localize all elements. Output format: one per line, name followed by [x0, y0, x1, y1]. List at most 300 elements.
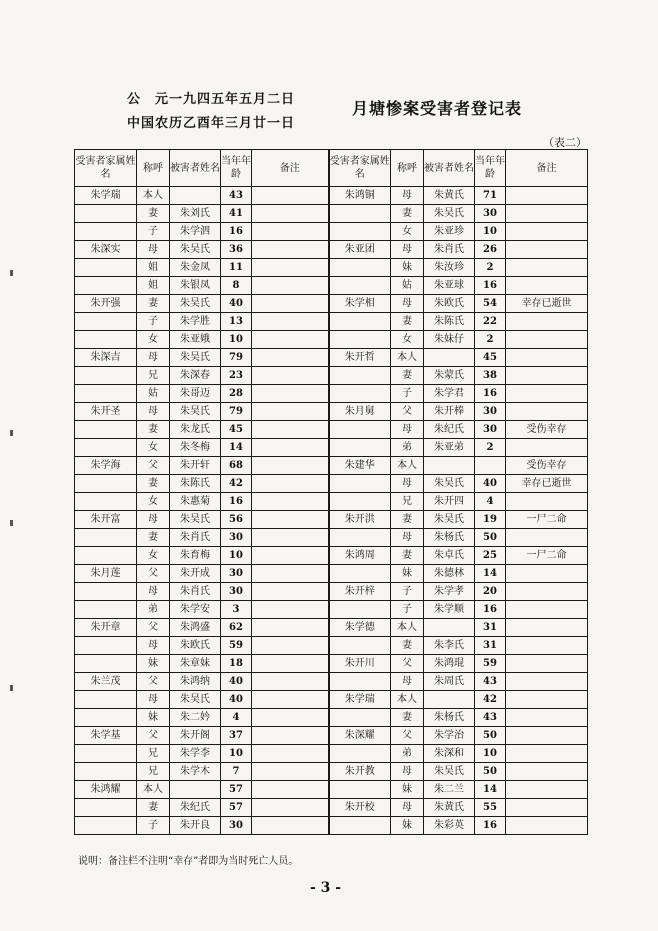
table-cell: 56 [221, 511, 252, 529]
table-cell [75, 205, 137, 223]
table-cell: 子 [137, 223, 170, 241]
table-cell [506, 709, 588, 727]
table-cell: 2 [475, 331, 506, 349]
table-row [75, 727, 588, 745]
table-cell: 朱开教 [329, 763, 391, 781]
column-header: 当年年龄 [221, 150, 252, 187]
table-cell [329, 673, 391, 691]
document-title: 月塘惨案受害者登记表 [352, 99, 523, 118]
table-cell: 26 [475, 241, 506, 259]
table-cell: 兄 [137, 763, 170, 781]
table-cell: 姑 [391, 277, 424, 295]
table-cell: 母 [391, 529, 424, 547]
table-cell [252, 475, 329, 493]
table-cell [506, 205, 588, 223]
table-cell [329, 385, 391, 403]
table-cell: 女 [137, 547, 170, 565]
table-cell: 朱鸿铜 [329, 187, 391, 205]
table-row [75, 619, 588, 637]
table-cell [252, 619, 329, 637]
table-cell: 朱吴氏 [424, 475, 475, 493]
table-row [75, 493, 588, 511]
table-cell: 朱开棒 [424, 403, 475, 421]
table-cell: 女 [391, 331, 424, 349]
table-cell: 妻 [137, 799, 170, 817]
table-cell: 16 [475, 277, 506, 295]
table-cell [252, 421, 329, 439]
table-row [75, 313, 588, 331]
table-cell [170, 781, 221, 799]
table-cell [252, 637, 329, 655]
table-cell [252, 745, 329, 763]
table-cell: 43 [475, 673, 506, 691]
table-cell [506, 691, 588, 709]
table-cell [252, 529, 329, 547]
table-cell [75, 709, 137, 727]
table-row [75, 799, 588, 817]
table-cell: 朱深实 [75, 241, 137, 259]
table-cell [329, 745, 391, 763]
table-cell: 妻 [391, 709, 424, 727]
table-cell: 朱学木 [170, 763, 221, 781]
table-row [75, 205, 588, 223]
table-cell: 女 [137, 439, 170, 457]
table-cell: 母 [137, 637, 170, 655]
table-cell: 母 [391, 421, 424, 439]
table-cell [252, 331, 329, 349]
column-header: 称呼 [137, 150, 170, 187]
table-row [75, 601, 588, 619]
table-cell: 朱月舅 [329, 403, 391, 421]
table-cell: 79 [221, 349, 252, 367]
table-row [75, 781, 588, 799]
table-cell [329, 529, 391, 547]
table-cell [75, 475, 137, 493]
table-row [75, 547, 588, 565]
table-cell: 朱兰茂 [75, 673, 137, 691]
table-cell: 16 [221, 493, 252, 511]
table-cell [252, 259, 329, 277]
table-cell: 母 [391, 295, 424, 313]
table-cell: 妻 [391, 547, 424, 565]
table-cell [506, 727, 588, 745]
table-cell: 13 [221, 313, 252, 331]
table-cell: 母 [137, 691, 170, 709]
table-row [75, 439, 588, 457]
table-cell: 朱开校 [329, 799, 391, 817]
table-cell [252, 601, 329, 619]
table-cell: 16 [475, 385, 506, 403]
table-cell: 幸存已逝世 [506, 295, 588, 313]
table-cell: 本人 [391, 349, 424, 367]
table-cell [252, 223, 329, 241]
table-cell: 妹 [137, 655, 170, 673]
table-cell: 朱亚弟 [424, 439, 475, 457]
date-gregorian: 公 元一九四五年五月二日 [127, 92, 296, 107]
table-cell: 朱开富 [75, 511, 137, 529]
table-cell: 子 [391, 583, 424, 601]
table-cell: 朱开阁 [170, 727, 221, 745]
table-cell: 59 [221, 637, 252, 655]
table-cell [252, 673, 329, 691]
table-cell: 朱开成 [170, 565, 221, 583]
table-cell: 71 [475, 187, 506, 205]
table-cell: 朱二兰 [424, 781, 475, 799]
table-cell: 子 [137, 313, 170, 331]
table-cell [252, 403, 329, 421]
table-cell [329, 475, 391, 493]
table-row [75, 457, 588, 475]
table-cell: 40 [475, 475, 506, 493]
table-cell [75, 637, 137, 655]
table-cell: 朱学基 [75, 727, 137, 745]
table-cell: 朱开圣 [75, 403, 137, 421]
table-cell: 朱鸿周 [329, 547, 391, 565]
table-cell: 朱陈氏 [170, 475, 221, 493]
table-cell [252, 385, 329, 403]
table-row [75, 637, 588, 655]
table-cell: 女 [137, 493, 170, 511]
table-cell [329, 205, 391, 223]
table-row [75, 421, 588, 439]
table-cell [75, 547, 137, 565]
table-cell [506, 403, 588, 421]
table-cell [329, 781, 391, 799]
table-cell: 女 [391, 223, 424, 241]
table-cell: 朱妹仔 [424, 331, 475, 349]
table-cell: 朱深吉 [75, 349, 137, 367]
table-cell: 姐 [137, 259, 170, 277]
table-cell [252, 277, 329, 295]
table-cell: 朱彩英 [424, 817, 475, 835]
table-cell [506, 673, 588, 691]
table-cell: 妻 [391, 205, 424, 223]
table-cell: 8 [221, 277, 252, 295]
victim-register-table [74, 149, 588, 835]
table-cell: 妹 [391, 565, 424, 583]
table-cell: 30 [221, 583, 252, 601]
table-cell: 18 [221, 655, 252, 673]
table-cell [252, 727, 329, 745]
table-cell [252, 799, 329, 817]
table-cell: 朱鸿盛 [170, 619, 221, 637]
table-cell: 妻 [391, 511, 424, 529]
table-row [75, 475, 588, 493]
table-row [75, 511, 588, 529]
table-cell: 68 [221, 457, 252, 475]
table-row [75, 763, 588, 781]
table-cell [506, 781, 588, 799]
table-cell [475, 457, 506, 475]
table-cell [75, 583, 137, 601]
table-cell: 朱金凤 [170, 259, 221, 277]
table-cell: 30 [475, 205, 506, 223]
table-cell: 妻 [391, 313, 424, 331]
table-cell [329, 493, 391, 511]
table-cell: 子 [137, 817, 170, 835]
table-cell: 朱亚团 [329, 241, 391, 259]
table-cell: 57 [221, 799, 252, 817]
table-cell: 4 [475, 493, 506, 511]
scan-edge-mark [10, 270, 13, 276]
table-cell: 37 [221, 727, 252, 745]
table-cell: 妻 [391, 367, 424, 385]
table-cell [252, 241, 329, 259]
table-cell: 母 [137, 583, 170, 601]
table-cell: 母 [391, 799, 424, 817]
table-cell: 父 [391, 403, 424, 421]
table-cell: 朱二妗 [170, 709, 221, 727]
table-row [75, 655, 588, 673]
table-cell: 母 [391, 763, 424, 781]
table-cell [506, 313, 588, 331]
table-cell: 父 [137, 727, 170, 745]
table-cell: 30 [475, 403, 506, 421]
table-cell [252, 709, 329, 727]
table-cell [506, 745, 588, 763]
table-cell: 62 [221, 619, 252, 637]
table-cell: 3 [221, 601, 252, 619]
table-cell [506, 349, 588, 367]
table-cell: 弟 [137, 601, 170, 619]
table-cell [75, 223, 137, 241]
table-cell [252, 313, 329, 331]
table-cell: 父 [137, 619, 170, 637]
table-cell: 50 [475, 727, 506, 745]
scan-edge-mark [10, 685, 13, 691]
table-cell: 母 [137, 511, 170, 529]
column-header: 被害者姓名 [170, 150, 221, 187]
table-cell [329, 565, 391, 583]
table-cell: 朱陈氏 [424, 313, 475, 331]
table-cell: 2 [475, 259, 506, 277]
table-cell [424, 349, 475, 367]
table-row [75, 673, 588, 691]
table-cell: 妻 [137, 529, 170, 547]
table-cell: 朱学瑞 [329, 691, 391, 709]
table-row [75, 817, 588, 835]
table-cell [75, 367, 137, 385]
table-cell: 16 [475, 601, 506, 619]
table-cell: 14 [475, 781, 506, 799]
table-cell [506, 763, 588, 781]
table-cell: 朱吴氏 [170, 295, 221, 313]
table-row [75, 349, 588, 367]
table-cell [252, 295, 329, 313]
table-cell: 朱纪氏 [424, 421, 475, 439]
table-cell: 朱黄氏 [424, 799, 475, 817]
table-cell: 38 [475, 367, 506, 385]
table-cell [75, 799, 137, 817]
table-cell [506, 187, 588, 205]
table-row [75, 223, 588, 241]
table-cell [506, 493, 588, 511]
table-cell: 朱亚珍 [424, 223, 475, 241]
table-cell [506, 439, 588, 457]
table-cell: 朱开良 [170, 817, 221, 835]
table-cell: 朱深和 [424, 745, 475, 763]
table-cell: 54 [475, 295, 506, 313]
table-cell: 朱开轩 [170, 457, 221, 475]
table-cell [75, 331, 137, 349]
table-cell: 本人 [391, 691, 424, 709]
table-cell [252, 367, 329, 385]
table-cell: 50 [475, 763, 506, 781]
table-cell [506, 637, 588, 655]
table-cell: 79 [221, 403, 252, 421]
table-cell: 朱吴氏 [170, 349, 221, 367]
table-cell: 朱学海 [75, 457, 137, 475]
table-cell: 朱吴氏 [424, 511, 475, 529]
table-cell [506, 619, 588, 637]
table-cell [252, 817, 329, 835]
table-cell: 朱银凤 [170, 277, 221, 295]
table-cell: 朱开川 [329, 655, 391, 673]
table-cell: 兄 [391, 493, 424, 511]
table-cell: 11 [221, 259, 252, 277]
table-cell: 朱开梓 [329, 583, 391, 601]
table-cell: 一尸二命 [506, 511, 588, 529]
column-header: 受害者家属姓名 [75, 150, 137, 187]
table-cell: 14 [475, 565, 506, 583]
table-cell [252, 583, 329, 601]
table-cell: 30 [475, 421, 506, 439]
table-cell: 母 [391, 187, 424, 205]
table-cell: 朱吴氏 [170, 241, 221, 259]
table-cell: 朱学安 [170, 601, 221, 619]
table-number: （表二） [543, 136, 587, 149]
table-cell: 母 [391, 241, 424, 259]
table-cell: 朱汝珍 [424, 259, 475, 277]
table-cell [75, 529, 137, 547]
table-cell: 20 [475, 583, 506, 601]
table-cell [506, 583, 588, 601]
table-cell: 10 [221, 331, 252, 349]
table-cell: 42 [475, 691, 506, 709]
table-cell: 4 [221, 709, 252, 727]
table-row [75, 295, 588, 313]
table-cell: 妻 [137, 295, 170, 313]
table-cell: 女 [137, 331, 170, 349]
table-cell: 朱学孝 [424, 583, 475, 601]
table-cell: 妹 [137, 709, 170, 727]
table-cell: 朱吴氏 [424, 763, 475, 781]
table-cell: 30 [221, 817, 252, 835]
table-cell: 妹 [391, 781, 424, 799]
table-cell [506, 223, 588, 241]
table-cell: 朱学胜 [170, 313, 221, 331]
table-cell: 朱卓氏 [424, 547, 475, 565]
table-cell: 10 [221, 547, 252, 565]
table-cell: 40 [221, 673, 252, 691]
table-cell: 朱学瑞 [75, 187, 137, 205]
table-cell: 50 [475, 529, 506, 547]
table-cell: 朱吴氏 [170, 403, 221, 421]
table-cell [252, 439, 329, 457]
column-header: 当年年龄 [475, 150, 506, 187]
footnote: 说明：备注栏不注明“幸存”者即为当时死亡人员。 [78, 856, 299, 867]
table-cell: 55 [475, 799, 506, 817]
table-cell: 36 [221, 241, 252, 259]
table-cell [75, 259, 137, 277]
table-cell [252, 457, 329, 475]
table-cell: 59 [475, 655, 506, 673]
table-cell: 45 [475, 349, 506, 367]
table-cell: 朱学顺 [424, 601, 475, 619]
table-cell: 朱学相 [329, 295, 391, 313]
table-cell: 43 [221, 187, 252, 205]
table-row [75, 241, 588, 259]
table-cell [506, 259, 588, 277]
table-cell: 朱深春 [170, 367, 221, 385]
table-cell: 妻 [137, 475, 170, 493]
table-cell: 朱亚球 [424, 277, 475, 295]
table-cell: 朱周氏 [424, 673, 475, 691]
table-cell [75, 655, 137, 673]
table-row [75, 331, 588, 349]
table-cell: 朱刘氏 [170, 205, 221, 223]
table-cell: 31 [475, 619, 506, 637]
table-cell: 23 [221, 367, 252, 385]
table-cell [252, 493, 329, 511]
column-header: 受害者家属姓名 [329, 150, 391, 187]
table-cell: 父 [137, 565, 170, 583]
table-cell: 本人 [137, 187, 170, 205]
table-cell: 朱月莲 [75, 565, 137, 583]
table-cell: 朱吴氏 [170, 691, 221, 709]
scan-edge-mark [10, 520, 13, 526]
table-cell: 10 [475, 745, 506, 763]
table-cell [329, 313, 391, 331]
table-cell: 朱纪氏 [170, 799, 221, 817]
table-cell [506, 331, 588, 349]
table-cell: 10 [475, 223, 506, 241]
table-cell: 40 [221, 691, 252, 709]
table-row [75, 367, 588, 385]
table-cell: 受伤幸存 [506, 421, 588, 439]
table-cell [329, 817, 391, 835]
table-cell: 弟 [391, 439, 424, 457]
table-cell: 兄 [137, 367, 170, 385]
table-cell [329, 637, 391, 655]
table-cell: 朱开洪 [329, 511, 391, 529]
table-cell [252, 205, 329, 223]
table-cell [506, 367, 588, 385]
table-cell: 40 [221, 295, 252, 313]
table-row [75, 259, 588, 277]
table-cell [329, 709, 391, 727]
table-cell: 28 [221, 385, 252, 403]
table-cell: 41 [221, 205, 252, 223]
table-row [75, 691, 588, 709]
table-cell [75, 277, 137, 295]
table-cell [329, 601, 391, 619]
table-cell: 妻 [137, 421, 170, 439]
table-cell [252, 763, 329, 781]
table-cell [506, 277, 588, 295]
table-cell: 父 [137, 673, 170, 691]
column-header: 称呼 [391, 150, 424, 187]
table-cell: 朱龙氏 [170, 421, 221, 439]
table-cell: 朱亚娥 [170, 331, 221, 349]
scan-edge-mark [10, 430, 13, 436]
table-cell [506, 565, 588, 583]
table-cell: 朱开哲 [329, 349, 391, 367]
table-cell: 朱肖氏 [170, 583, 221, 601]
table-cell: 一尸二命 [506, 547, 588, 565]
column-header: 被害者姓名 [424, 150, 475, 187]
table-cell [506, 817, 588, 835]
